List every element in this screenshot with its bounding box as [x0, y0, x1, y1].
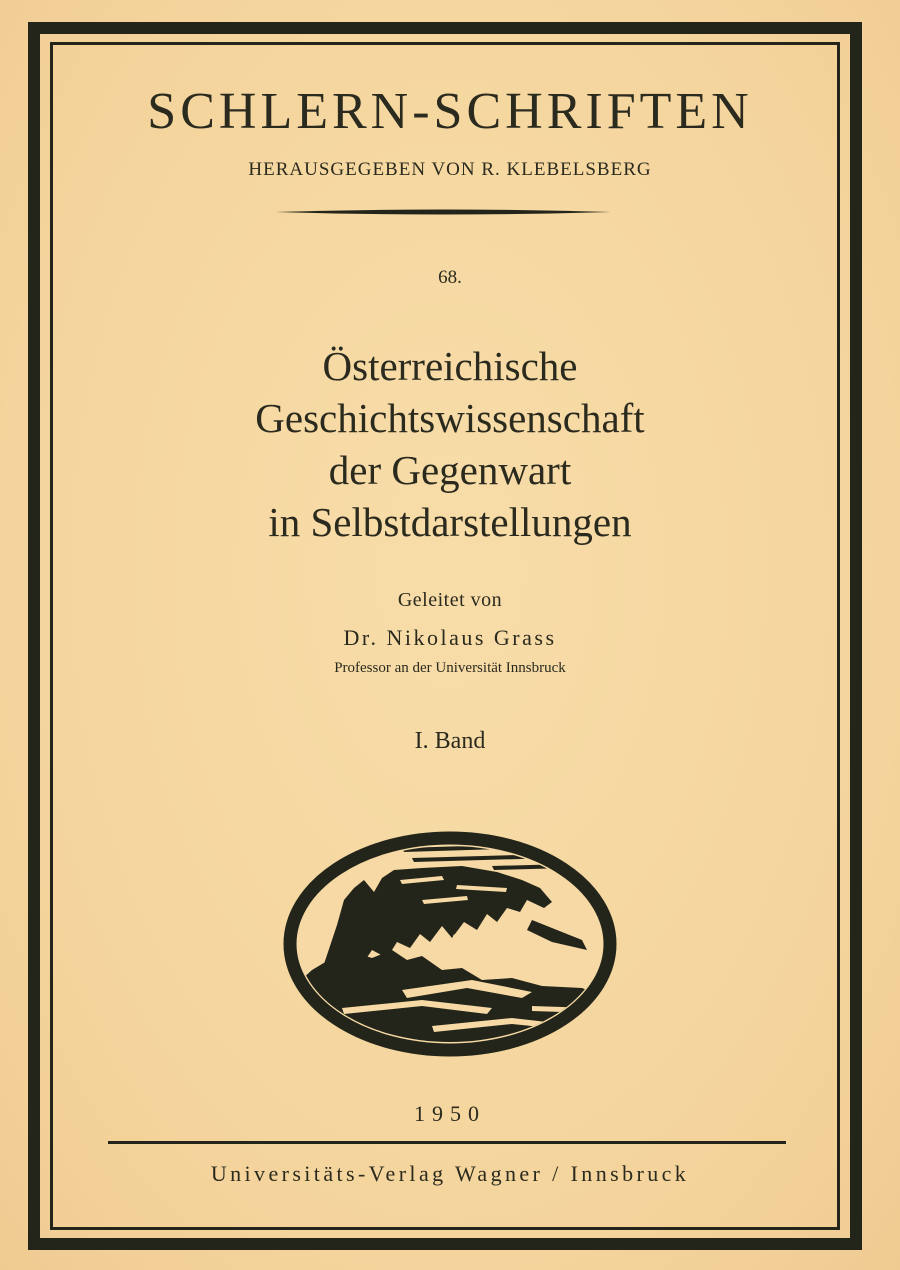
book-title-line-1: Österreichische: [322, 343, 578, 389]
publisher-line: Universitäts-Verlag Wagner / Innsbruck: [210, 1161, 690, 1186]
book-title-line-4: in Selbstdarstellungen: [268, 499, 632, 545]
series-editor: HERAUSGEGEBEN VON R. KLEBELSBERG: [248, 159, 652, 180]
series-number: 68.: [438, 267, 462, 288]
mountain-landscape-woodcut-icon: [282, 830, 618, 1058]
publisher-rule: [108, 1141, 786, 1144]
led-by-label: Geleitet von: [397, 589, 503, 611]
publication-year: 1950: [414, 1101, 486, 1126]
author-name: Dr. Nikolaus Grass: [343, 625, 557, 650]
volume-label: I. Band: [414, 728, 486, 754]
ornamental-rule: [275, 208, 611, 216]
series-title: SCHLERN-SCHRIFTEN: [147, 83, 753, 140]
book-title-line-3: der Gegenwart: [328, 447, 572, 493]
author-affiliation: Professor an der Universität Innsbruck: [334, 660, 566, 676]
book-title: [0, 340, 900, 548]
book-title-line-2: Geschichtswissenschaft: [255, 395, 645, 441]
